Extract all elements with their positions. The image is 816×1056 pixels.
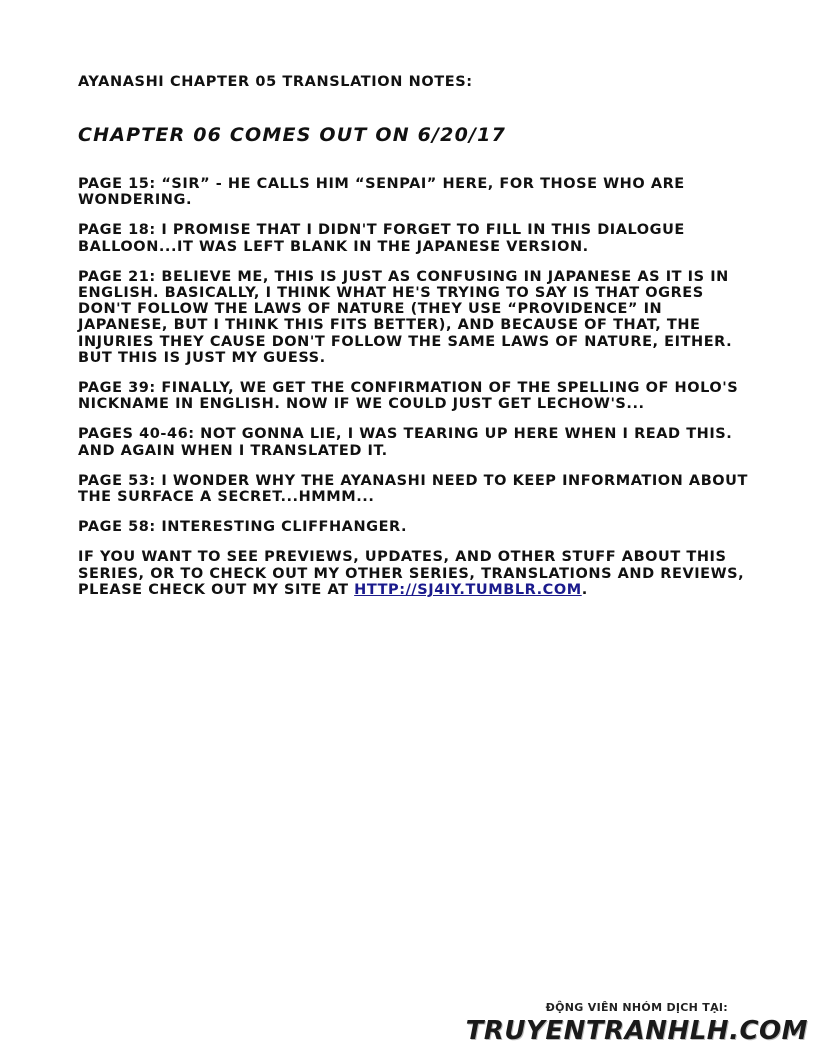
closing-paragraph	[78, 549, 748, 598]
scanlation-watermark	[466, 1001, 808, 1046]
note-page-18: PAGE 18: I PROMISE THAT I DIDN'T FORGET TO FILL IN THIS DIALOGUE BALLOON...IT WAS LEFT BLANK IN THE JAPANESE VERSION.	[78, 222, 685, 255]
note-pages-40-46: PAGES 40-46: NOT GONNA LIE, I WAS TEARING UP HERE WHEN I READ THIS. AND AGAIN WHEN I TRANSLATED IT.	[78, 426, 733, 459]
notes-header: AYANASHI CHAPTER 05 TRANSLATION NOTES:	[78, 74, 473, 90]
note-page-15: PAGE 15: “SIR” - HE CALLS HIM “SENPAI” HERE, FOR THOSE WHO ARE WONDERING.	[78, 176, 685, 209]
note-page-53: PAGE 53: I WONDER WHY THE AYANASHI NEED TO KEEP INFORMATION ABOUT THE SURFACE A SECRET...HMMM...	[78, 472, 748, 506]
release-headline: CHAPTER 06 COMES OUT ON 6/20/17	[78, 124, 506, 146]
closing-period: .	[581, 581, 588, 598]
note-page-58: PAGE 58: INTERESTING CLIFFHANGER.	[78, 519, 408, 536]
closing-text: IF YOU WANT TO SEE PREVIEWS, UPDATES, AND OTHER STUFF ABOUT THIS SERIES, OR TO CHECK OUT MY OTHER SERIES, TRANSLATIONS AND REVIEWS, PLEASE CHECK OUT MY SITE AT	[78, 549, 745, 598]
watermark-caption: ĐỘNG VIÊN NHÓM DỊCH TẠI:	[545, 1001, 728, 1014]
note-page-21: PAGE 21: BELIEVE ME, THIS IS JUST AS CONFUSING IN JAPANESE AS IT IS IN ENGLISH. BASICALLY, I THINK WHAT HE'S TRYING TO SAY IS THAT OGRES DON'T FOLLOW THE LAWS OF NATURE (THEY USE “PROVIDENCE” IN JAPANESE, BUT I THINK THIS FITS BETTER), AND BECAUSE OF THAT, THE INJURIES THEY CAUSE DON'T FOLLOW THE SAME LAWS OF NATURE, EITHER. BUT THIS IS JUST MY GUESS.	[78, 268, 733, 366]
site-link[interactable]: HTTP://SJ4IY.TUMBLR.COM	[354, 581, 582, 598]
note-page-39: PAGE 39: FINALLY, WE GET THE CONFIRMATION OF THE SPELLING OF HOLO'S NICKNAME IN ENGLISH. NOW IF WE COULD JUST GET LECHOW'S...	[78, 380, 739, 413]
watermark-site: TRUYENTRANHLH.COM	[465, 1016, 808, 1046]
translation-notes-page	[78, 74, 748, 598]
